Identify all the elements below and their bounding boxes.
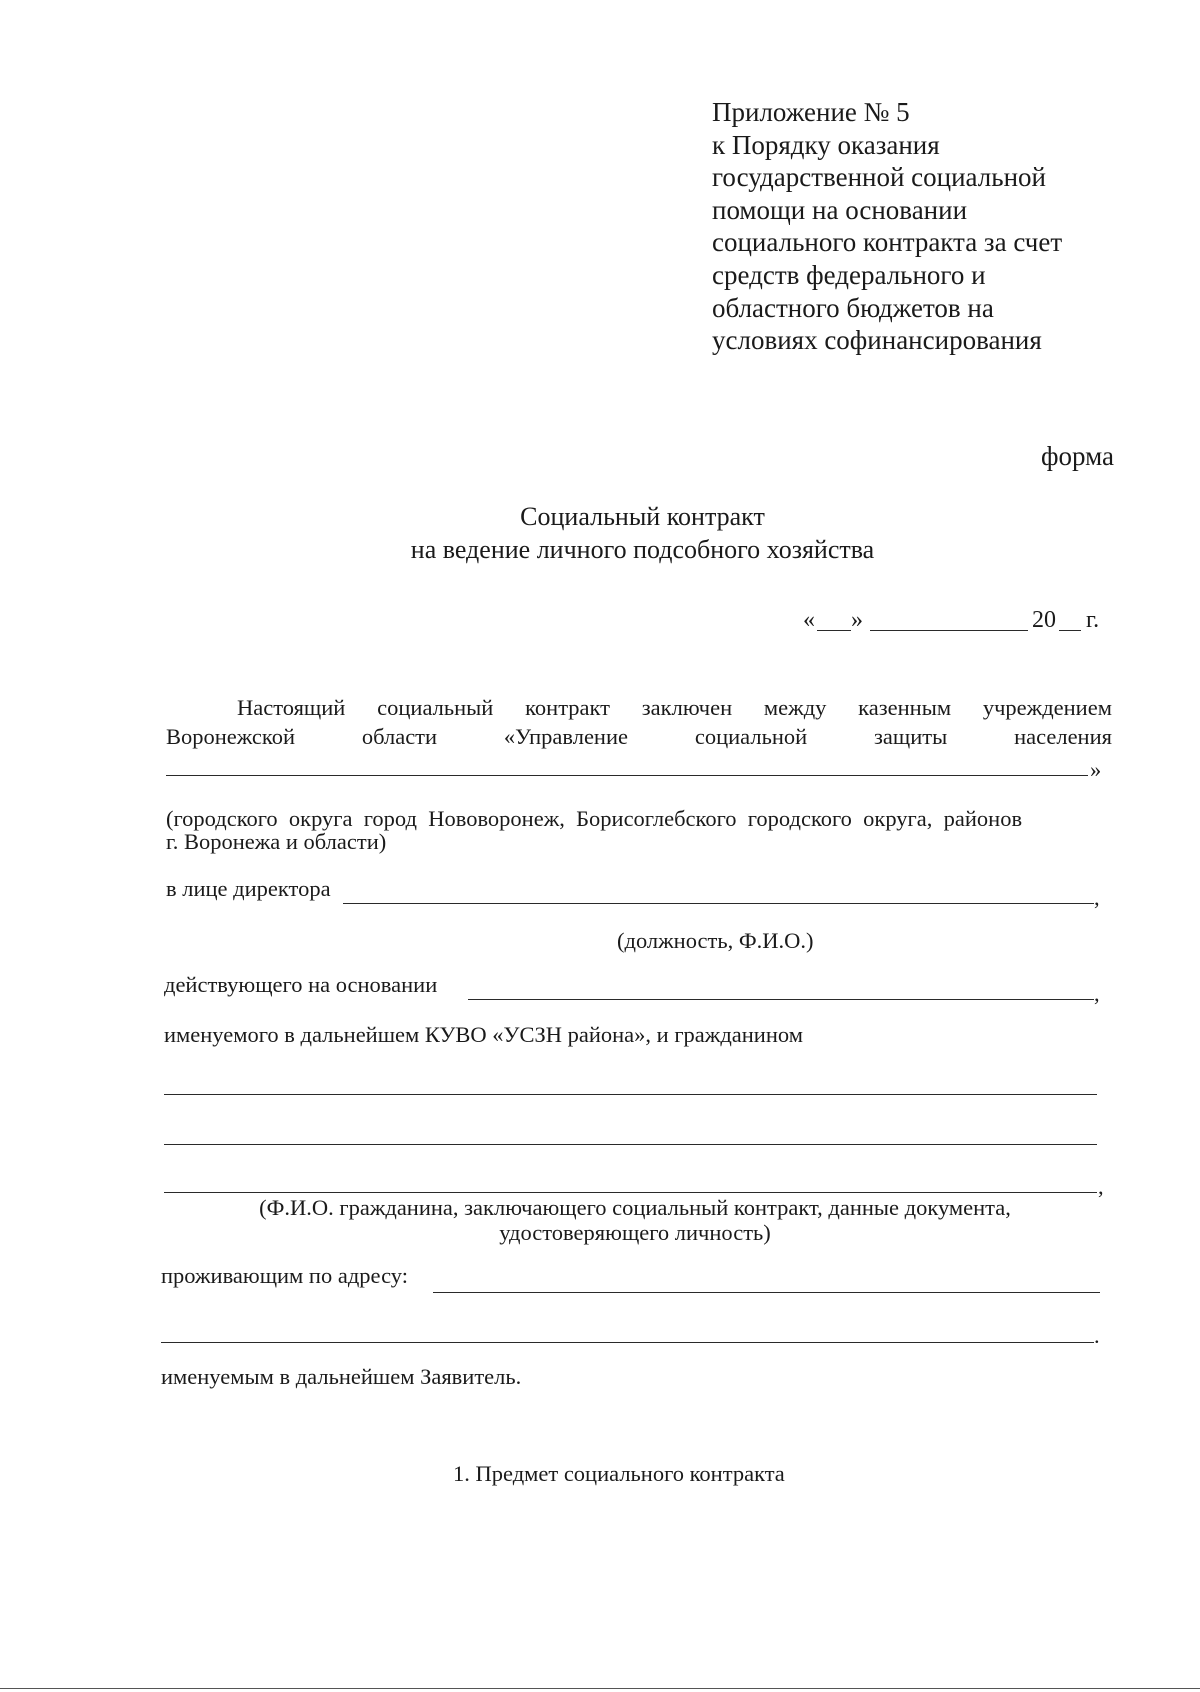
form-label: форма	[1041, 441, 1114, 471]
appendix-line: социального контракта за счет	[712, 227, 1063, 258]
director-comma: ,	[1094, 885, 1100, 910]
named-as-text: именуемого в дальнейшем КУВО «УСЗН района», и гражданином	[164, 1022, 803, 1047]
year-blank-line	[1059, 630, 1081, 631]
intro-word: казенным	[858, 695, 952, 720]
acting-label: действующего на основании	[164, 972, 438, 997]
appendix-line: Приложение № 5	[712, 97, 910, 127]
address-period: .	[1094, 1323, 1100, 1348]
title-line-2: на ведение личного подсобного хозяйства	[410, 535, 875, 564]
intro-word: контракт	[525, 695, 611, 720]
section-1-title: 1. Предмет социального контракта	[453, 1461, 785, 1486]
citizen-blank-line-2	[164, 1144, 1097, 1145]
intro-word: Настоящий	[237, 695, 346, 720]
day-blank-line	[817, 630, 851, 631]
citizen-blank-line-1	[164, 1094, 1097, 1095]
intro-word: учреждением	[982, 695, 1112, 720]
intro-word: между	[763, 695, 827, 720]
intro-line-1	[237, 695, 1112, 721]
appendix-line: государственной социальной	[712, 162, 1046, 193]
address-label: проживающим по адресу:	[161, 1263, 408, 1288]
appendix-header	[712, 96, 1132, 357]
title-line-1: Социальный контракт	[520, 502, 765, 531]
intro-line-2	[166, 724, 1112, 750]
intro-word: защиты	[874, 724, 948, 749]
citizen-caption-line-2: удостоверяющего личность)	[499, 1220, 771, 1245]
named-applicant-text: именуемым в дальнейшем Заявитель.	[161, 1364, 522, 1389]
appendix-line: условиях софинансирования	[712, 325, 1042, 356]
citizen-blank-line-3	[164, 1192, 1097, 1193]
organization-close-quote: »	[1090, 757, 1102, 782]
appendix-line: помощи на основании	[712, 194, 968, 225]
page-bottom-edge	[0, 1688, 1200, 1689]
district-note-line-2: г. Воронежа и области)	[166, 829, 387, 854]
intro-word: «Управление	[503, 724, 628, 749]
intro-word: Воронежской	[166, 724, 295, 749]
intro-word: социальной	[694, 724, 808, 749]
acting-comma: ,	[1094, 981, 1100, 1006]
organization-blank-line	[166, 775, 1088, 776]
position-caption: (должность, Ф.И.О.)	[617, 928, 814, 953]
appendix-line: средств федерального и	[712, 259, 986, 290]
director-blank-line	[343, 903, 1094, 904]
date-open-quote: «	[803, 607, 815, 633]
acting-blank-line	[468, 999, 1094, 1000]
intro-word: заключен	[641, 695, 733, 720]
appendix-line: областного бюджетов на	[712, 292, 994, 323]
appendix-line: к Порядку оказания	[712, 129, 940, 160]
address-blank-line-2	[161, 1342, 1094, 1343]
director-label: в лице директора	[166, 876, 331, 901]
citizen-comma: ,	[1098, 1174, 1104, 1199]
month-blank-line	[870, 630, 1028, 631]
intro-word: социальный	[377, 695, 494, 720]
district-note-line-1: (городского округа город Нововоронеж, Борисоглебского городского округа, районов	[166, 806, 1023, 831]
date-close-quote: »	[851, 607, 863, 633]
year-prefix: 20	[1032, 607, 1056, 633]
address-blank-line-1	[433, 1292, 1100, 1293]
intro-word: населения	[1014, 724, 1112, 749]
intro-word: области	[361, 724, 438, 749]
document-title	[0, 500, 1200, 566]
citizen-caption-line-1: (Ф.И.О. гражданина, заключающего социальный контракт, данные документа,	[259, 1195, 1011, 1220]
year-suffix: г.	[1086, 607, 1100, 633]
